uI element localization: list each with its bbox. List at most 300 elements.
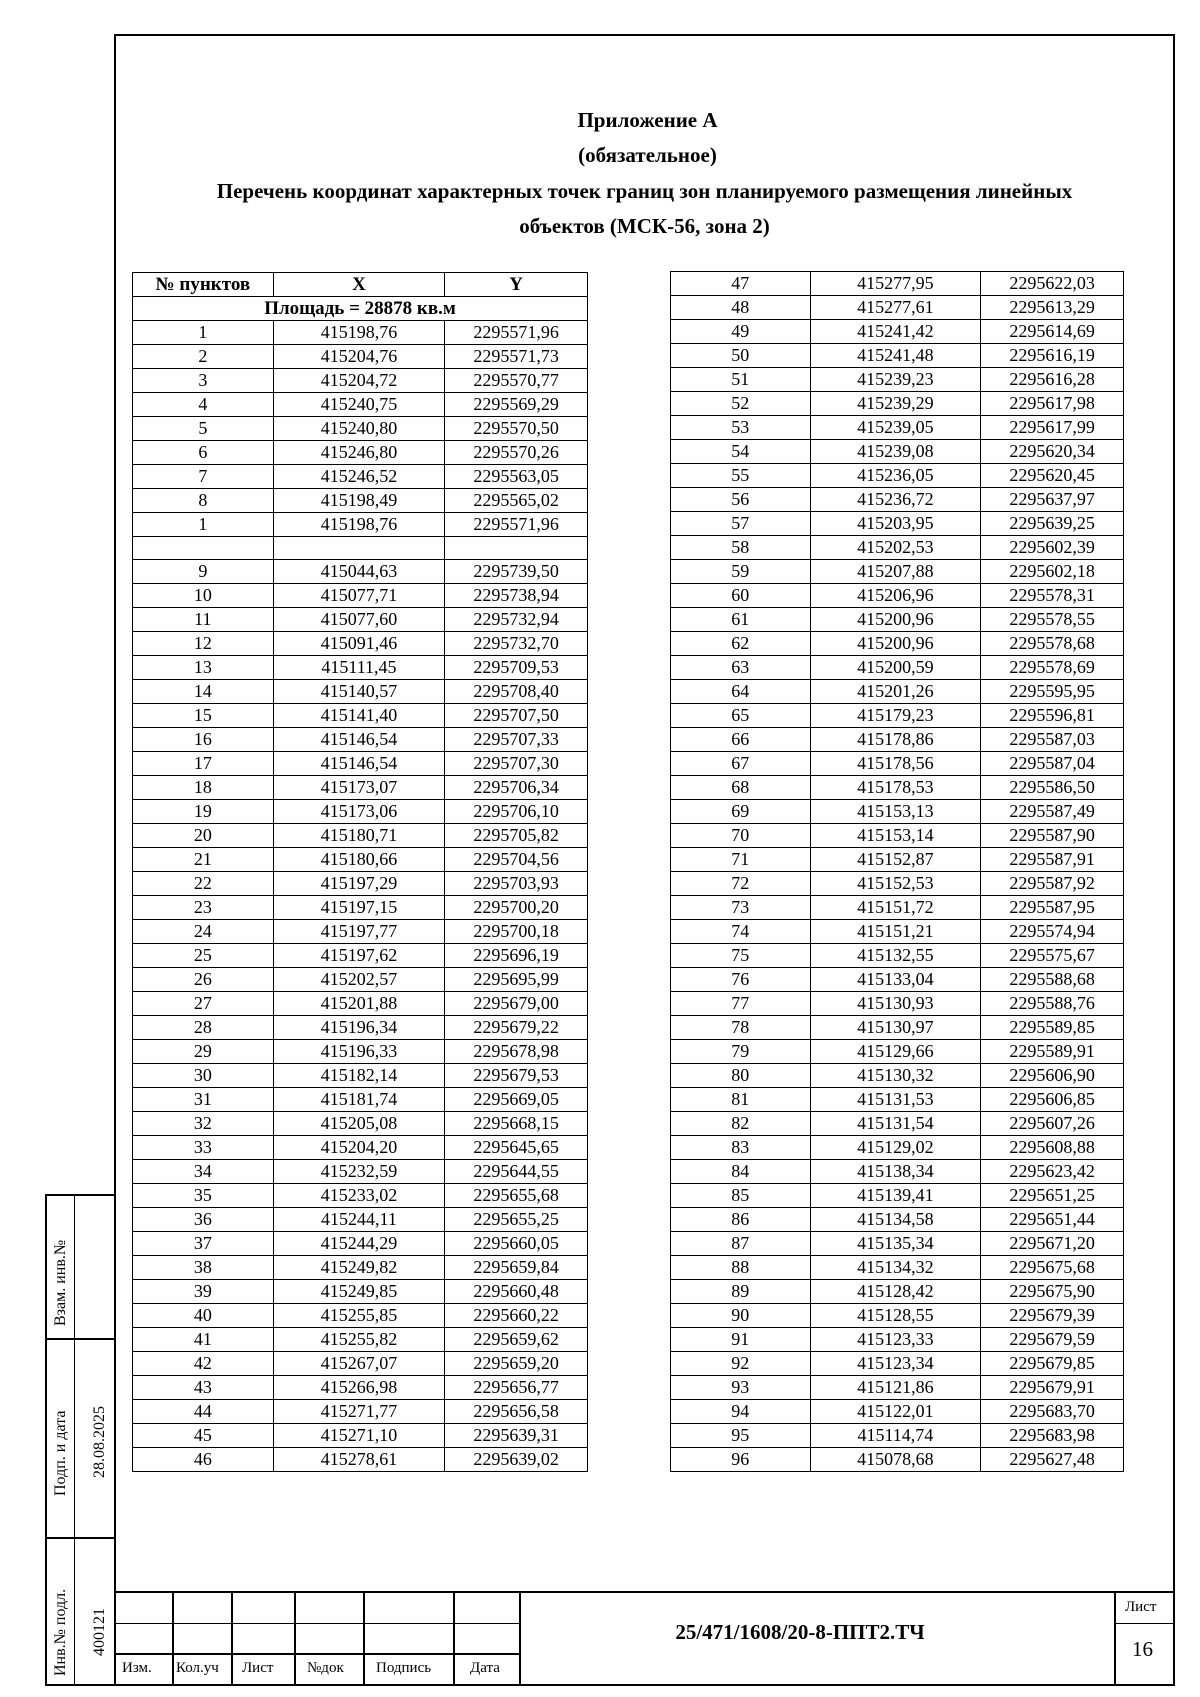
table-row [133, 584, 588, 608]
x-cell: 415173,07 [273, 776, 445, 800]
table-row [133, 896, 588, 920]
x-cell: 415249,82 [273, 1256, 445, 1280]
x-cell: 415128,55 [810, 1304, 981, 1328]
table-row [671, 1040, 1124, 1064]
x-cell: 415133,04 [810, 968, 981, 992]
x-cell: 415130,93 [810, 992, 981, 1016]
x-cell: 415153,14 [810, 824, 981, 848]
area-row [133, 297, 588, 321]
inv-podl-value: 400121 [91, 1608, 108, 1656]
table-row [133, 465, 588, 489]
x-cell: 415277,95 [810, 272, 981, 296]
table-row [133, 968, 588, 992]
point-number-cell: 78 [671, 1016, 811, 1040]
x-cell: 415202,53 [810, 536, 981, 560]
x-cell: 415123,33 [810, 1328, 981, 1352]
y-cell: 2295565,02 [445, 489, 588, 513]
x-cell: 415200,59 [810, 656, 981, 680]
vzam-inv-label: Взам. инв.№ [52, 1239, 69, 1326]
y-cell: 2295622,03 [981, 272, 1124, 296]
x-cell: 415255,85 [273, 1304, 445, 1328]
table-row [133, 1304, 588, 1328]
point-number-cell: 32 [133, 1112, 274, 1136]
table-row [671, 1328, 1124, 1352]
table-row [133, 800, 588, 824]
x-cell: 415241,48 [810, 344, 981, 368]
point-number-cell: 4 [133, 393, 274, 417]
table-row [133, 1016, 588, 1040]
table-row [671, 896, 1124, 920]
table-row [133, 1400, 588, 1424]
x-cell: 415267,07 [273, 1352, 445, 1376]
y-cell: 2295589,85 [981, 1016, 1124, 1040]
y-cell: 2295645,65 [445, 1136, 588, 1160]
point-number-cell: 51 [671, 368, 811, 392]
table-row [133, 920, 588, 944]
x-cell: 415196,34 [273, 1016, 445, 1040]
x-cell: 415204,20 [273, 1136, 445, 1160]
x-cell: 415180,71 [273, 824, 445, 848]
x-cell: 415151,72 [810, 896, 981, 920]
table-row [133, 489, 588, 513]
x-cell: 415244,11 [273, 1208, 445, 1232]
table-row [133, 441, 588, 465]
y-cell: 2295669,05 [445, 1088, 588, 1112]
table-row [133, 1376, 588, 1400]
point-number-cell: 39 [133, 1280, 274, 1304]
table-row [671, 320, 1124, 344]
x-cell: 415244,29 [273, 1232, 445, 1256]
x-cell: 415198,76 [273, 321, 445, 345]
table-row [671, 1184, 1124, 1208]
table-row [671, 1376, 1124, 1400]
y-cell: 2295705,82 [445, 824, 588, 848]
table-row [133, 1064, 588, 1088]
point-number-cell: 21 [133, 848, 274, 872]
y-cell: 2295696,19 [445, 944, 588, 968]
table-row [671, 848, 1124, 872]
point-number-cell: 75 [671, 944, 811, 968]
point-number-cell: 56 [671, 488, 811, 512]
table-row [671, 464, 1124, 488]
y-cell: 2295614,69 [981, 320, 1124, 344]
point-number-cell: 38 [133, 1256, 274, 1280]
x-cell: 415271,10 [273, 1424, 445, 1448]
point-number-cell: 23 [133, 896, 274, 920]
header-x: X [273, 273, 445, 297]
x-cell: 415271,77 [273, 1400, 445, 1424]
table-row [671, 1280, 1124, 1304]
x-cell: 415240,80 [273, 417, 445, 441]
table-row [133, 1256, 588, 1280]
table-row [133, 728, 588, 752]
y-cell: 2295586,50 [981, 776, 1124, 800]
side-divider [47, 1338, 114, 1340]
y-cell: 2295587,95 [981, 896, 1124, 920]
table-row [671, 1208, 1124, 1232]
table-row [671, 296, 1124, 320]
x-cell: 415239,08 [810, 440, 981, 464]
table-row [133, 1184, 588, 1208]
x-cell: 415114,74 [810, 1424, 981, 1448]
x-cell: 415197,29 [273, 872, 445, 896]
point-number-cell: 67 [671, 752, 811, 776]
point-number-cell: 95 [671, 1424, 811, 1448]
col-kolvo-label: Кол.уч [176, 1660, 219, 1676]
podp-data-label: Подп. и дата [52, 1410, 69, 1496]
table-row [133, 608, 588, 632]
point-number-cell: 92 [671, 1352, 811, 1376]
point-number-cell: 79 [671, 1040, 811, 1064]
x-cell: 415077,60 [273, 608, 445, 632]
x-cell: 415139,41 [810, 1184, 981, 1208]
y-cell: 2295569,29 [445, 393, 588, 417]
table-row [671, 608, 1124, 632]
table-row [671, 344, 1124, 368]
table-row [671, 536, 1124, 560]
point-number-cell: 87 [671, 1232, 811, 1256]
x-cell: 415233,02 [273, 1184, 445, 1208]
y-cell: 2295656,77 [445, 1376, 588, 1400]
point-number-cell: 85 [671, 1184, 811, 1208]
point-number-cell: 19 [133, 800, 274, 824]
y-cell: 2295660,22 [445, 1304, 588, 1328]
x-cell: 415241,42 [810, 320, 981, 344]
table-row [133, 1088, 588, 1112]
y-cell: 2295707,30 [445, 752, 588, 776]
y-cell: 2295616,19 [981, 344, 1124, 368]
y-cell: 2295739,50 [445, 560, 588, 584]
list-title-line1: Перечень координат характерных точек границ зон планируемого размещения линейных [216, 179, 1073, 203]
side-divider-vertical [74, 1196, 75, 1684]
point-number-cell: 40 [133, 1304, 274, 1328]
y-cell: 2295668,15 [445, 1112, 588, 1136]
y-cell: 2295606,90 [981, 1064, 1124, 1088]
table-row [133, 1328, 588, 1352]
x-cell: 415078,68 [810, 1448, 981, 1472]
point-number-cell: 94 [671, 1400, 811, 1424]
point-number-cell: 24 [133, 920, 274, 944]
point-number-cell: 47 [671, 272, 811, 296]
point-number-cell: 96 [671, 1448, 811, 1472]
y-cell: 2295659,20 [445, 1352, 588, 1376]
y-cell: 2295706,34 [445, 776, 588, 800]
x-cell: 415129,66 [810, 1040, 981, 1064]
header-y: Y [445, 273, 588, 297]
y-cell: 2295606,85 [981, 1088, 1124, 1112]
y-cell: 2295644,55 [445, 1160, 588, 1184]
y-cell: 2295570,77 [445, 369, 588, 393]
table-row [133, 632, 588, 656]
point-number-cell: 16 [133, 728, 274, 752]
table-row [671, 584, 1124, 608]
x-cell: 415178,86 [810, 728, 981, 752]
y-cell: 2295679,39 [981, 1304, 1124, 1328]
point-number-cell: 90 [671, 1304, 811, 1328]
y-cell: 2295608,88 [981, 1136, 1124, 1160]
y-cell: 2295708,40 [445, 680, 588, 704]
table-row [671, 752, 1124, 776]
point-number-cell: 65 [671, 704, 811, 728]
table-row [133, 752, 588, 776]
point-number-cell: 84 [671, 1160, 811, 1184]
y-cell: 2295627,48 [981, 1448, 1124, 1472]
y-cell: 2295679,00 [445, 992, 588, 1016]
x-cell: 415140,57 [273, 680, 445, 704]
point-number-cell: 13 [133, 656, 274, 680]
point-number-cell: 37 [133, 1232, 274, 1256]
x-cell: 415206,96 [810, 584, 981, 608]
table-row [671, 1088, 1124, 1112]
point-number-cell: 61 [671, 608, 811, 632]
point-number-cell: 86 [671, 1208, 811, 1232]
x-cell: 415131,54 [810, 1112, 981, 1136]
point-number-cell: 52 [671, 392, 811, 416]
table-row [133, 1160, 588, 1184]
x-cell: 415135,34 [810, 1232, 981, 1256]
area-cell: Площадь = 28878 кв.м [133, 297, 588, 321]
y-cell: 2295695,99 [445, 968, 588, 992]
y-cell: 2295732,94 [445, 608, 588, 632]
table-row [671, 680, 1124, 704]
y-cell: 2295659,62 [445, 1328, 588, 1352]
sheet-label: Лист [1125, 1599, 1157, 1615]
y-cell: 2295596,81 [981, 704, 1124, 728]
y-cell: 2295575,67 [981, 944, 1124, 968]
y-cell: 2295655,25 [445, 1208, 588, 1232]
x-cell: 415246,80 [273, 441, 445, 465]
point-number-cell: 7 [133, 465, 274, 489]
x-cell: 415077,71 [273, 584, 445, 608]
x-cell: 415091,46 [273, 632, 445, 656]
x-cell: 415201,88 [273, 992, 445, 1016]
header-point-number: № пунктов [133, 273, 274, 297]
table-row [133, 1040, 588, 1064]
table-row [133, 944, 588, 968]
point-number-cell: 68 [671, 776, 811, 800]
y-cell: 2295679,91 [981, 1376, 1124, 1400]
x-cell: 415240,75 [273, 393, 445, 417]
point-number-cell: 66 [671, 728, 811, 752]
point-number-cell: 48 [671, 296, 811, 320]
table-row [133, 1424, 588, 1448]
table-row [671, 1160, 1124, 1184]
x-cell: 415180,66 [273, 848, 445, 872]
point-number-cell: 2 [133, 345, 274, 369]
y-cell: 2295589,91 [981, 1040, 1124, 1064]
table-row [671, 392, 1124, 416]
x-cell: 415132,55 [810, 944, 981, 968]
table-row [133, 537, 588, 560]
point-number-cell: 27 [133, 992, 274, 1016]
point-number-cell: 20 [133, 824, 274, 848]
table-row [671, 488, 1124, 512]
point-number-cell: 80 [671, 1064, 811, 1088]
point-number-cell: 74 [671, 920, 811, 944]
table-row [671, 1232, 1124, 1256]
y-cell: 2295656,58 [445, 1400, 588, 1424]
side-divider [47, 1537, 114, 1539]
point-number-cell: 15 [133, 704, 274, 728]
x-cell: 415207,88 [810, 560, 981, 584]
table-row [671, 1064, 1124, 1088]
table-row [133, 848, 588, 872]
y-cell: 2295571,96 [445, 321, 588, 345]
y-cell: 2295639,25 [981, 512, 1124, 536]
x-cell: 415173,06 [273, 800, 445, 824]
table-row [671, 632, 1124, 656]
x-cell: 415203,95 [810, 512, 981, 536]
y-cell [445, 537, 588, 560]
point-number-cell: 59 [671, 560, 811, 584]
point-number-cell: 49 [671, 320, 811, 344]
y-cell: 2295651,25 [981, 1184, 1124, 1208]
col-data-label: Дата [470, 1660, 500, 1676]
table-row [133, 369, 588, 393]
table-row [671, 776, 1124, 800]
table-row [671, 1400, 1124, 1424]
y-cell: 2295570,26 [445, 441, 588, 465]
y-cell: 2295578,55 [981, 608, 1124, 632]
x-cell: 415138,34 [810, 1160, 981, 1184]
point-number-cell: 34 [133, 1160, 274, 1184]
coordinates-table-right [670, 271, 1124, 1472]
y-cell: 2295683,70 [981, 1400, 1124, 1424]
list-title-line2: объектов (МСК-56, зона 2) [519, 214, 770, 238]
y-cell: 2295587,49 [981, 800, 1124, 824]
point-number-cell: 33 [133, 1136, 274, 1160]
table-row [133, 1352, 588, 1376]
table-row [133, 513, 588, 537]
sheet-number: 16 [1132, 1637, 1153, 1661]
y-cell: 2295571,73 [445, 345, 588, 369]
table-row [133, 345, 588, 369]
y-cell: 2295660,05 [445, 1232, 588, 1256]
point-number-cell: 18 [133, 776, 274, 800]
y-cell: 2295616,28 [981, 368, 1124, 392]
y-cell: 2295588,76 [981, 992, 1124, 1016]
x-cell: 415197,77 [273, 920, 445, 944]
x-cell: 415130,32 [810, 1064, 981, 1088]
x-cell: 415129,02 [810, 1136, 981, 1160]
table-row [671, 1424, 1124, 1448]
y-cell: 2295574,94 [981, 920, 1124, 944]
x-cell: 415128,42 [810, 1280, 981, 1304]
point-number-cell: 82 [671, 1112, 811, 1136]
table-row [671, 1448, 1124, 1472]
table-row [671, 1352, 1124, 1376]
side-stamp [45, 1194, 116, 1686]
x-cell: 415232,59 [273, 1160, 445, 1184]
x-cell: 415277,61 [810, 296, 981, 320]
y-cell: 2295651,44 [981, 1208, 1124, 1232]
y-cell: 2295571,96 [445, 513, 588, 537]
point-number-cell: 14 [133, 680, 274, 704]
table-row [133, 1112, 588, 1136]
x-cell: 415198,49 [273, 489, 445, 513]
y-cell: 2295620,45 [981, 464, 1124, 488]
appendix-title: Приложение А [577, 108, 718, 132]
table-row [133, 1208, 588, 1232]
y-cell: 2295587,03 [981, 728, 1124, 752]
x-cell: 415123,34 [810, 1352, 981, 1376]
table-row [133, 1280, 588, 1304]
appendix-subtitle: (обязательное) [578, 143, 717, 167]
point-number-cell: 91 [671, 1328, 811, 1352]
table-row [671, 728, 1124, 752]
y-cell: 2295704,56 [445, 848, 588, 872]
x-cell: 415121,86 [810, 1376, 981, 1400]
table-row [133, 680, 588, 704]
y-cell: 2295639,31 [445, 1424, 588, 1448]
y-cell: 2295707,33 [445, 728, 588, 752]
point-number-cell: 25 [133, 944, 274, 968]
x-cell: 415151,21 [810, 920, 981, 944]
y-cell: 2295602,18 [981, 560, 1124, 584]
point-number-cell: 10 [133, 584, 274, 608]
x-cell: 415152,87 [810, 848, 981, 872]
y-cell: 2295578,69 [981, 656, 1124, 680]
x-cell: 415134,32 [810, 1256, 981, 1280]
table-row [133, 872, 588, 896]
x-cell: 415239,23 [810, 368, 981, 392]
y-cell: 2295655,68 [445, 1184, 588, 1208]
point-number-cell: 9 [133, 560, 274, 584]
table-row [671, 1304, 1124, 1328]
x-cell: 415131,53 [810, 1088, 981, 1112]
table-header-row [133, 273, 588, 297]
point-number-cell: 3 [133, 369, 274, 393]
x-cell: 415204,76 [273, 345, 445, 369]
y-cell: 2295707,50 [445, 704, 588, 728]
y-cell: 2295587,90 [981, 824, 1124, 848]
table-row [671, 440, 1124, 464]
y-cell: 2295671,20 [981, 1232, 1124, 1256]
point-number-cell: 1 [133, 513, 274, 537]
y-cell: 2295679,59 [981, 1328, 1124, 1352]
col-podpis-label: Подпись [376, 1660, 432, 1676]
col-izm-label: Изм. [122, 1660, 152, 1676]
point-number-cell: 46 [133, 1448, 274, 1472]
table-row [671, 1112, 1124, 1136]
table-row [671, 416, 1124, 440]
y-cell: 2295570,50 [445, 417, 588, 441]
table-row [133, 704, 588, 728]
y-cell: 2295617,98 [981, 392, 1124, 416]
point-number-cell: 77 [671, 992, 811, 1016]
y-cell: 2295587,91 [981, 848, 1124, 872]
point-number-cell: 50 [671, 344, 811, 368]
point-number-cell: 69 [671, 800, 811, 824]
coordinates-table-left [132, 272, 588, 1472]
table-row [671, 944, 1124, 968]
x-cell: 415239,05 [810, 416, 981, 440]
x-cell: 415111,45 [273, 656, 445, 680]
x-cell: 415255,82 [273, 1328, 445, 1352]
x-cell: 415178,53 [810, 776, 981, 800]
table-row [671, 272, 1124, 296]
point-number-cell: 81 [671, 1088, 811, 1112]
point-number-cell: 36 [133, 1208, 274, 1232]
point-number-cell: 1 [133, 321, 274, 345]
table-row [133, 393, 588, 417]
point-number-cell: 57 [671, 512, 811, 536]
y-cell: 2295703,93 [445, 872, 588, 896]
point-number-cell: 62 [671, 632, 811, 656]
x-cell: 415236,72 [810, 488, 981, 512]
point-number-cell: 22 [133, 872, 274, 896]
y-cell: 2295637,97 [981, 488, 1124, 512]
